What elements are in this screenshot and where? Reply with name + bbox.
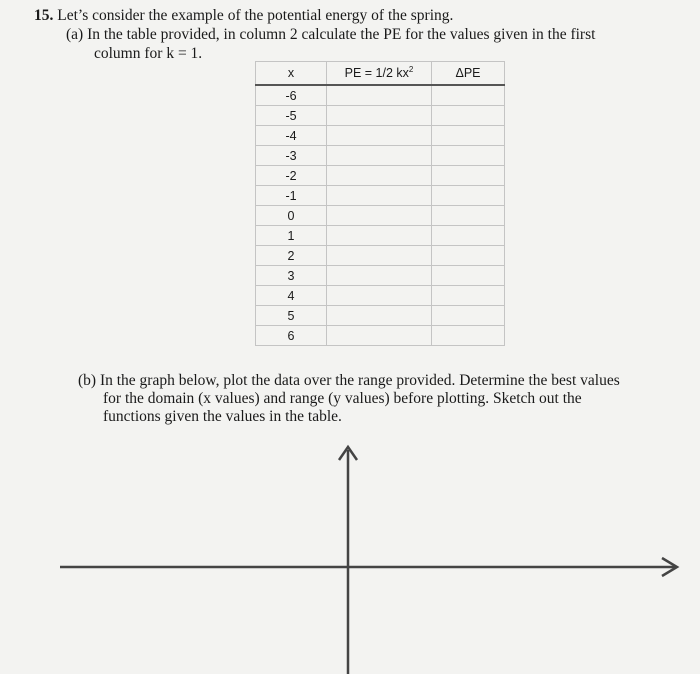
x-value: 0: [256, 206, 327, 226]
x-value: -5: [256, 106, 327, 126]
x-value: -2: [256, 166, 327, 186]
x-value: -4: [256, 126, 327, 146]
header-delta-pe: ΔPE: [432, 62, 505, 86]
x-axis: [60, 558, 677, 576]
y-axis: [339, 447, 357, 674]
part-b-line-2: for the domain (x values) and range (y values) before plotting. Sketch out the: [103, 390, 582, 407]
header-pe-label: PE = 1/2 kx: [344, 66, 409, 81]
x-value: 5: [256, 306, 327, 326]
question-number: 15.: [34, 7, 54, 24]
x-value: 2: [256, 246, 327, 266]
part-b-line-1: (b) In the graph below, plot the data over the range provided. Determine the best values: [78, 372, 620, 389]
header-pe-exponent: 2: [408, 65, 414, 75]
x-value: 3: [256, 266, 327, 286]
part-b-line-3: functions given the values in the table.: [103, 408, 342, 425]
question-intro-text: Let’s consider the example of the potential energy of the spring.: [53, 7, 454, 24]
part-a-line-1: (a) In the table provided, in column 2 calculate the PE for the values given in the first: [66, 26, 596, 43]
x-value: 1: [256, 226, 327, 246]
x-value: 6: [256, 326, 327, 346]
part-a-line-2: column for k = 1.: [94, 45, 203, 62]
x-value: -3: [256, 146, 327, 166]
x-value: -1: [256, 186, 327, 206]
x-value: 4: [256, 286, 327, 306]
x-value: -6: [256, 85, 327, 106]
header-x: x: [256, 62, 327, 86]
